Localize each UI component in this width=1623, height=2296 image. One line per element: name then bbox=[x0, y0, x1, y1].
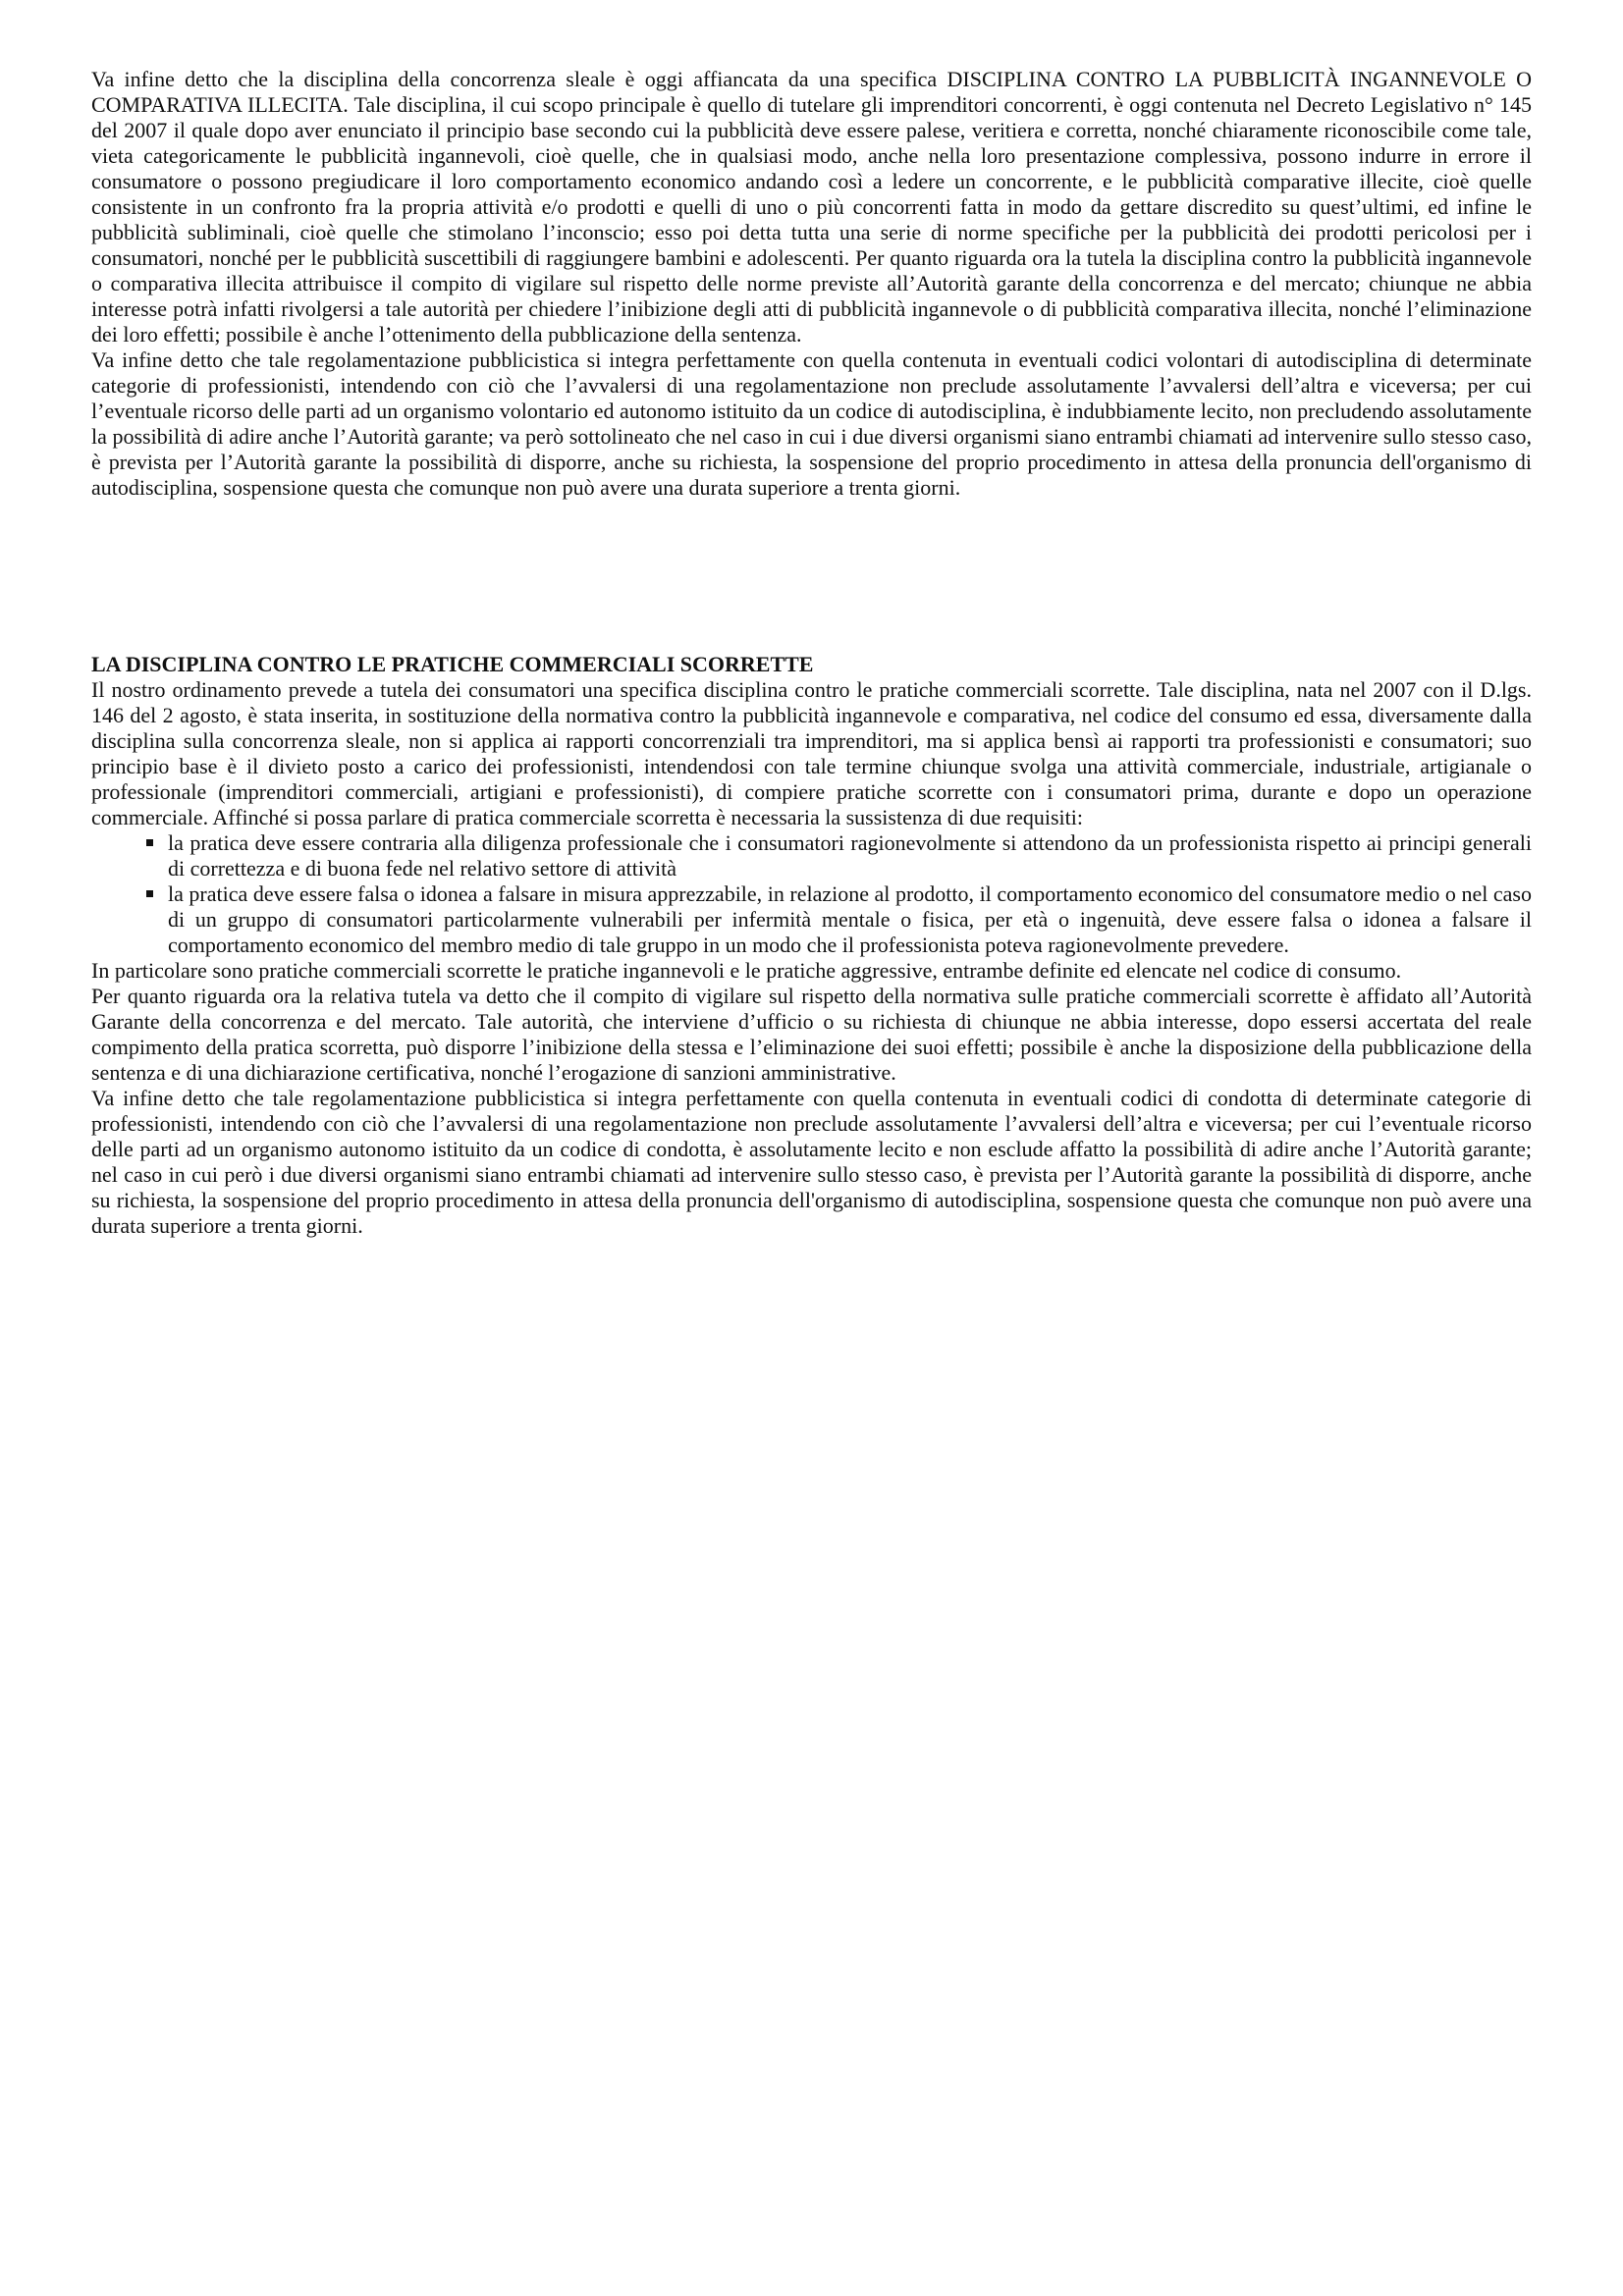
paragraph-pubblicita-ingannevole: Va infine detto che la disciplina della concorrenza sleale è oggi affiancata da una specifica DISCIPLINA CONTRO LA PUBBLICITÀ INGANNEVOLE O COMPARATIVA ILLECITA. Tale disciplina, il cui scopo principale è quello di tutelare gli imprenditori concorrenti, è oggi contenuta nel Decreto Legislativo n° 145 del 2007 il quale dopo aver enunciato il principio base secondo cui la pubblicità deve essere palese, veritiera e corretta, nonché chiaramente riconoscibile come tale, vieta categoricamente le pubblicità ingannevoli, cioè quelle, che in qualsiasi modo, anche nella loro presentazione complessiva, possono indurre in errore il consumatore o possono pregiudicare il loro comportamento economico andando così a ledere un concorrente, e le pubblicità comparative illecite, cioè quelle consistente in un confronto fra la propria attività e/o prodotti e quelli di uno o più concorrenti fatta in modo da gettare discredito su quest’ultimi, ed infine le pubblicità subliminali, cioè quelle che stimolano l’inconscio; esso poi detta tutta una serie di norme specifiche per la pubblicità dei prodotti pericolosi per i consumatori, nonché per le pubblicità suscettibili di raggiungere bambini e adolescenti. Per quanto riguarda ora la tutela la disciplina contro la pubblicità ingannevole o comparativa illecita attribuisce il compito di vigilare sul rispetto delle norme previste all’Autorità garante della concorrenza e del mercato; chiunque ne abbia interesse potrà infatti rivolgersi a tale autorità per chiedere l’inibizione degli atti di pubblicità ingannevole o di pubblicità comparativa illecita, nonché l’eliminazione dei loro effetti; possibile è anche l’ottenimento della pubblicazione della sentenza. bbox=[91, 67, 1532, 347]
paragraph-tutela-autorita: Per quanto riguarda ora la relativa tutela va detto che il compito di vigilare sul rispetto della normativa sulle pratiche commerciali scorrette è affidato all’Autorità Garante della concorrenza e del mercato. Tale autorità, che interviene d’ufficio o su richiesta di chiunque ne abbia interesse, dopo essersi accertata del reale compimento della pratica scorretta, può disporre l’inibizione della stessa e l’eliminazione dei suoi effetti; possibile è anche la disposizione della pubblicazione della sentenza e di una dichiarazione certificativa, nonché l’erogazione di sanzioni amministrative. bbox=[91, 984, 1532, 1085]
paragraph-pratiche-ingannevoli-aggressive: In particolare sono pratiche commerciali scorrette le pratiche ingannevoli e le pratiche aggressive, entrambe definite ed elencate nel codice di consumo. bbox=[91, 958, 1402, 983]
list-item bbox=[91, 881, 1532, 958]
square-bullet-icon bbox=[146, 839, 153, 846]
list-item bbox=[91, 830, 1532, 881]
section-heading-pratiche-commerciali: LA DISCIPLINA CONTRO LE PRATICHE COMMERCIALI SCORRETTE bbox=[91, 652, 814, 676]
section-spacer bbox=[91, 501, 1532, 652]
paragraph-codici-condotta: Va infine detto che tale regolamentazione pubblicistica si integra perfettamente con quella contenuta in eventuali codici di condotta di determinate categorie di professionisti, intendendo con ciò che l’avvalersi di una regolamentazione non preclude assolutamente l’avvalersi dell’altra e viceversa; per cui l’eventuale ricorso delle parti ad un organismo autonomo istituito da un codice di condotta, è assolutamente lecito e non esclude affatto la possibilità di adire anche l’Autorità garante; nel caso in cui però i due diversi organismi siano entrambi chiamati ad intervenire sullo stesso caso, è prevista per l’Autorità garante la possibilità di disporre, anche su richiesta, la sospensione del proprio procedimento in attesa della pronuncia dell'organismo di autodisciplina, sospensione questa che comunque non può avere una durata superiore a trenta giorni. bbox=[91, 1086, 1532, 1238]
list-item-text: la pratica deve essere contraria alla diligenza professionale che i consumatori ragionevolmente si attendono da un professionista rispetto ai principi generali di correttezza e di buona fede nel relativo settore di attività bbox=[168, 830, 1532, 881]
requirements-list bbox=[91, 830, 1532, 958]
paragraph-autodisciplina: Va infine detto che tale regolamentazione pubblicistica si integra perfettamente con quella contenuta in eventuali codici volontari di autodisciplina di determinate categorie di professionisti, intendendo con ciò che l’avvalersi di una regolamentazione non preclude assolutamente l’avvalersi dell’altra e viceversa; per cui l’eventuale ricorso delle parti ad un organismo volontario ed autonomo istituito da un codice di autodisciplina, è indubbiamente lecito, non precludendo assolutamente la possibilità di adire anche l’Autorità garante; va però sottolineato che nel caso in cui i due diversi organismi siano entrambi chiamati ad intervenire sullo stesso caso, è prevista per l’Autorità garante la possibilità di disporre, anche su richiesta, la sospensione del proprio procedimento in attesa della pronuncia dell'organismo di autodisciplina, sospensione questa che comunque non può avere una durata superiore a trenta giorni. bbox=[91, 347, 1532, 500]
list-item-text: la pratica deve essere falsa o idonea a falsare in misura apprezzabile, in relazione al prodotto, il comportamento economico del consumatore medio o nel caso di un gruppo di consumatori particolarmente vulnerabili per infermità mentale o fisica, per età o ingenuità, deve essere falsa o idonea a falsare il comportamento economico del membro medio di tale gruppo in un modo che il professionista poteva ragionevolmente prevedere. bbox=[168, 881, 1532, 957]
document-page bbox=[91, 67, 1532, 1239]
paragraph-pratiche-intro: Il nostro ordinamento prevede a tutela dei consumatori una specifica disciplina contro le pratiche commerciali scorrette. Tale disciplina, nata nel 2007 con il D.lgs. 146 del 2 agosto, è stata inserita, in sostituzione della normativa contro la pubblicità ingannevole e comparativa, nel codice del consumo ed essa, diversamente dalla disciplina sulla concorrenza sleale, non si applica ai rapporti concorrenziali tra imprenditori, ma si applica bensì ai rapporti tra professionisti e consumatori; suo principio base è il divieto posto a carico dei professionisti, intendendosi con tale termine chiunque svolga una attività commerciale, industriale, artigianale o professionale (imprenditori commerciali, artigiani e professionisti), di compiere pratiche scorrette con i consumatori prima, durante e dopo un operazione commerciale. Affinché si possa parlare di pratica commerciale scorretta è necessaria la sussistenza di due requisiti: bbox=[91, 677, 1532, 829]
square-bullet-icon bbox=[146, 890, 153, 897]
